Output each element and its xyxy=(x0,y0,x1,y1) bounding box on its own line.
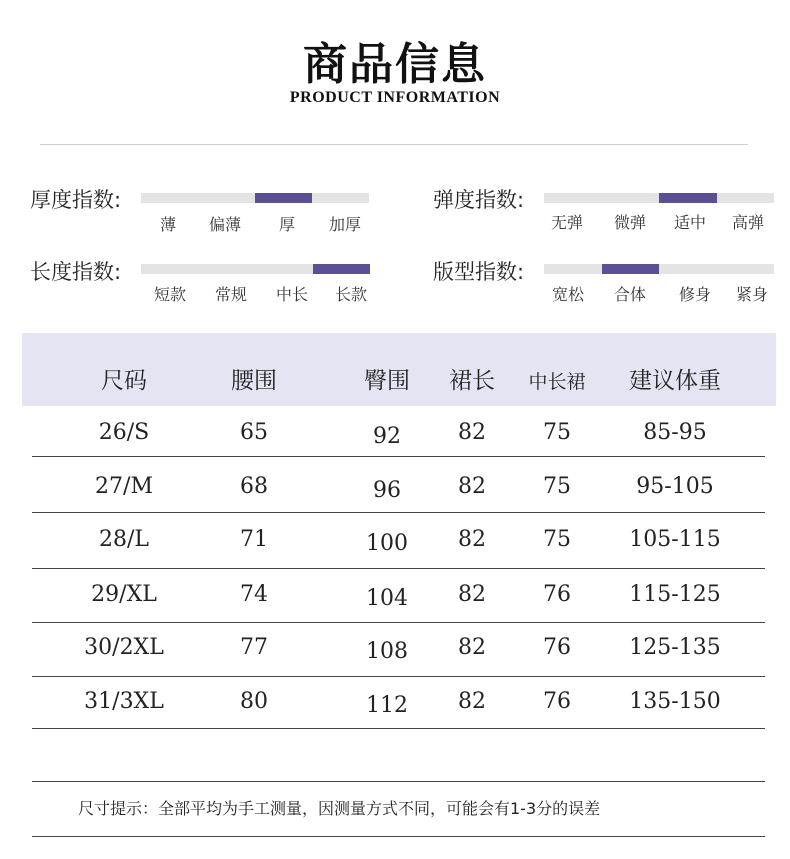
table-header-cell: 裙长 xyxy=(449,368,495,394)
index-option: 宽松 xyxy=(551,285,584,304)
measurement-note: 尺寸提示：全部平均为手工测量，因测量方式不同，可能会有1-3分的误差 xyxy=(78,799,601,818)
index-option: 高弹 xyxy=(731,213,764,232)
index-option: 薄 xyxy=(159,215,176,234)
index-track xyxy=(544,264,774,274)
index-option: 紧身 xyxy=(735,285,768,304)
table-header-cell: 建议体重 xyxy=(629,368,721,394)
table-header-cell: 中长裙 xyxy=(528,371,586,393)
table-cell: 68 xyxy=(240,474,268,499)
index-option: 无弹 xyxy=(550,213,583,232)
table-cell: 27/M xyxy=(95,474,153,499)
table-header-cell: 尺码 xyxy=(101,368,147,394)
table-cell: 76 xyxy=(543,582,571,607)
table-row-divider xyxy=(32,676,765,677)
table-cell: 135-150 xyxy=(629,689,721,714)
table-cell: 82 xyxy=(458,527,486,552)
footer-divider-bottom xyxy=(32,836,765,837)
index-label: 弹度指数: xyxy=(433,188,525,212)
table-cell: 85-95 xyxy=(643,420,707,445)
table-cell: 77 xyxy=(240,635,268,660)
table-cell: 125-135 xyxy=(629,635,721,660)
header-divider xyxy=(40,144,748,145)
table-cell: 104 xyxy=(366,586,408,611)
index-option: 合体 xyxy=(613,285,646,304)
table-cell: 108 xyxy=(366,639,408,664)
index-selected-marker xyxy=(255,193,312,203)
index-track xyxy=(544,193,774,203)
page-subtitle: PRODUCT INFORMATION xyxy=(289,89,501,106)
index-option: 修身 xyxy=(678,285,711,304)
index-option: 加厚 xyxy=(328,215,361,234)
table-cell: 75 xyxy=(543,420,571,445)
table-cell: 28/L xyxy=(98,527,150,552)
table-row-divider xyxy=(32,456,765,457)
table-cell: 65 xyxy=(240,420,268,445)
footer-divider-top xyxy=(32,781,765,782)
table-cell: 71 xyxy=(240,527,268,552)
table-cell: 100 xyxy=(366,531,408,556)
index-option: 适中 xyxy=(673,213,706,232)
table-row-divider xyxy=(32,568,765,569)
table-cell: 75 xyxy=(543,527,571,552)
table-cell: 82 xyxy=(458,474,486,499)
page-title: 商品信息 xyxy=(303,39,487,90)
table-cell: 31/3XL xyxy=(84,689,164,714)
table-header-cell: 臀围 xyxy=(364,368,410,394)
table-cell: 105-115 xyxy=(629,527,721,552)
index-track xyxy=(141,193,369,203)
table-cell: 26/S xyxy=(98,420,150,445)
table-cell: 96 xyxy=(373,478,401,503)
index-track xyxy=(141,264,370,274)
index-option: 长款 xyxy=(334,285,367,304)
index-option: 厚 xyxy=(278,215,295,234)
table-row-divider xyxy=(32,512,765,513)
index-label: 版型指数: xyxy=(433,260,525,284)
table-cell: 80 xyxy=(240,689,268,714)
index-option: 中长 xyxy=(275,285,308,304)
table-cell: 82 xyxy=(458,635,486,660)
table-header-cell: 腰围 xyxy=(231,368,277,394)
table-cell: 75 xyxy=(543,474,571,499)
table-cell: 74 xyxy=(240,582,268,607)
index-selected-marker xyxy=(313,264,370,274)
index-option: 偏薄 xyxy=(208,215,241,234)
index-selected-marker xyxy=(659,193,717,203)
table-cell: 76 xyxy=(543,689,571,714)
index-option: 短款 xyxy=(153,285,186,304)
index-option: 微弹 xyxy=(613,213,646,232)
table-cell: 29/XL xyxy=(91,582,157,607)
table-cell: 115-125 xyxy=(629,582,721,607)
table-cell: 76 xyxy=(543,635,571,660)
index-option: 常规 xyxy=(214,285,247,304)
index-label: 厚度指数: xyxy=(30,188,122,212)
table-row-divider xyxy=(32,728,765,729)
index-label: 长度指数: xyxy=(30,260,122,284)
table-cell: 112 xyxy=(366,693,408,718)
table-cell: 82 xyxy=(458,420,486,445)
table-cell: 82 xyxy=(458,582,486,607)
table-cell: 92 xyxy=(373,424,401,449)
table-cell: 30/2XL xyxy=(84,635,164,660)
table-cell: 95-105 xyxy=(636,474,714,499)
table-cell: 82 xyxy=(458,689,486,714)
index-selected-marker xyxy=(602,264,660,274)
table-row-divider xyxy=(32,622,765,623)
